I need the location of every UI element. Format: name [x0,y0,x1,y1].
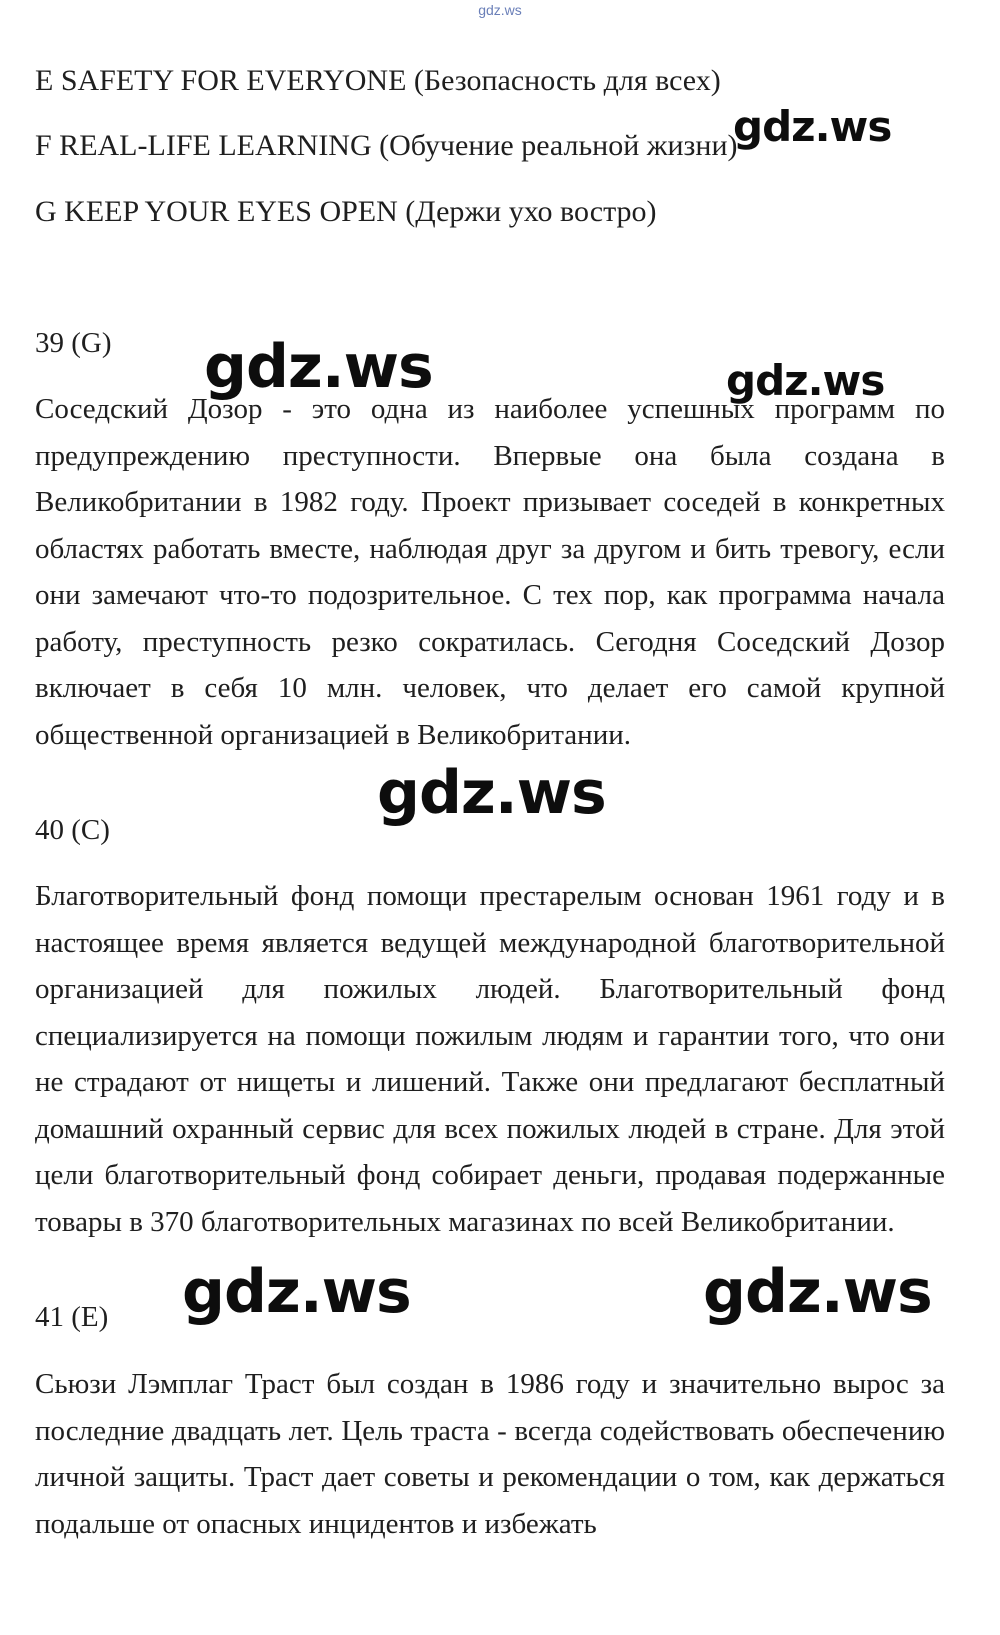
watermark: gdz.ws [703,1257,932,1327]
answer-text-41: Сьюзи Лэмплаг Траст был создан в 1986 году и значительно вырос за последние двадцать лет. Цель траста - всегда содействовать обеспечению личной защиты. Траст дает советы и рекомендации о том, как держаться подальше от опасных инцидентов и избежать [35,1368,945,1540]
watermark: gdz.ws [733,102,892,151]
answer-text-39: Соседский Дозор - это одна из наиболее успешных программ по предупреждению преступности. Впервые она была создана в Великобритании в 1982 году. Проект призывает соседей в конкретных областях работать вместе, наблюдая друг за другом и бить тревогу, если они замечают что-то подозрительное. С тех пор, как программа начала работу, преступность резко сократилась. Сегодня Соседский Дозор включает в себя 10 млн. человек, что делает его самой крупной общественной организацией в Великобритании. [35,393,945,751]
watermark: gdz.ws [726,356,885,405]
answer-number-40: 40 (C) [35,814,110,846]
option-g: G KEEP YOUR EYES OPEN (Держи ухо востро) [35,195,657,228]
answer-text-40: Благотворительный фонд помощи престарелым основан 1961 году и в настоящее время является ведущей международной благотворительной организацией для пожилых людей. Благотворительный фонд специализируется на помощи пожилым людям и гарантии того, что они не страдают от нищеты и лишений. Также они предлагают бесплатный домашний охранный сервис для всех пожилых людей в стране. Для этой цели благотворительный фонд собирает деньги, продавая подержанные товары в 370 благотворительных магазинах по всей Великобритании. [35,880,945,1238]
watermark: gdz.ws [204,332,433,402]
answer-number-41: 41 (E) [35,1301,109,1333]
watermark: gdz.ws [377,758,606,828]
header-watermark: gdz.ws [478,2,522,18]
option-e: E SAFETY FOR EVERYONE (Безопасность для всех) [35,64,721,97]
answer-number-39: 39 (G) [35,327,112,359]
option-f: F REAL-LIFE LEARNING (Обучение реальной жизни) [35,129,738,162]
watermark: gdz.ws [182,1257,411,1327]
